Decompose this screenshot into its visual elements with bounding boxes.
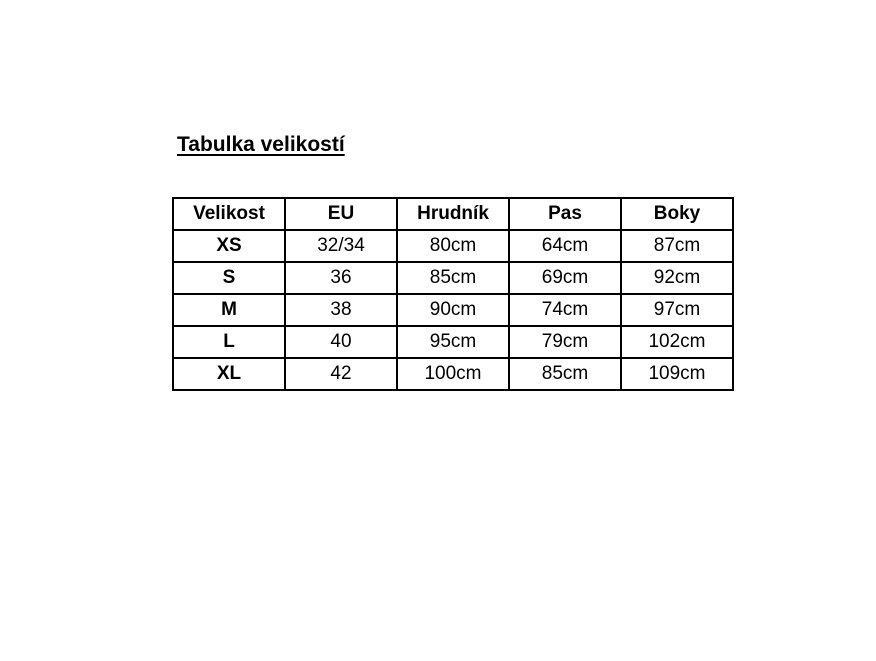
cell-hips: 109cm	[621, 358, 733, 390]
cell-eu: 38	[285, 294, 397, 326]
cell-waist: 64cm	[509, 230, 621, 262]
cell-chest: 85cm	[397, 262, 509, 294]
cell-eu: 32/34	[285, 230, 397, 262]
header-waist: Pas	[509, 198, 621, 230]
header-eu: EU	[285, 198, 397, 230]
header-size: Velikost	[173, 198, 285, 230]
cell-chest: 80cm	[397, 230, 509, 262]
cell-hips: 97cm	[621, 294, 733, 326]
cell-waist: 85cm	[509, 358, 621, 390]
table-header-row	[173, 198, 733, 230]
cell-chest: 90cm	[397, 294, 509, 326]
cell-size: M	[173, 294, 285, 326]
cell-size: S	[173, 262, 285, 294]
table-row	[173, 230, 733, 262]
cell-eu: 40	[285, 326, 397, 358]
header-hips: Boky	[621, 198, 733, 230]
cell-size: XL	[173, 358, 285, 390]
cell-eu: 36	[285, 262, 397, 294]
cell-eu: 42	[285, 358, 397, 390]
page-title: Tabulka velikostí	[177, 133, 345, 156]
cell-hips: 102cm	[621, 326, 733, 358]
cell-chest: 100cm	[397, 358, 509, 390]
size-table	[172, 197, 734, 391]
table-row	[173, 294, 733, 326]
table-row	[173, 262, 733, 294]
cell-waist: 79cm	[509, 326, 621, 358]
cell-hips: 92cm	[621, 262, 733, 294]
cell-hips: 87cm	[621, 230, 733, 262]
cell-waist: 74cm	[509, 294, 621, 326]
cell-size: XS	[173, 230, 285, 262]
table-row	[173, 326, 733, 358]
table-row	[173, 358, 733, 390]
cell-chest: 95cm	[397, 326, 509, 358]
cell-size: L	[173, 326, 285, 358]
cell-waist: 69cm	[509, 262, 621, 294]
header-chest: Hrudník	[397, 198, 509, 230]
